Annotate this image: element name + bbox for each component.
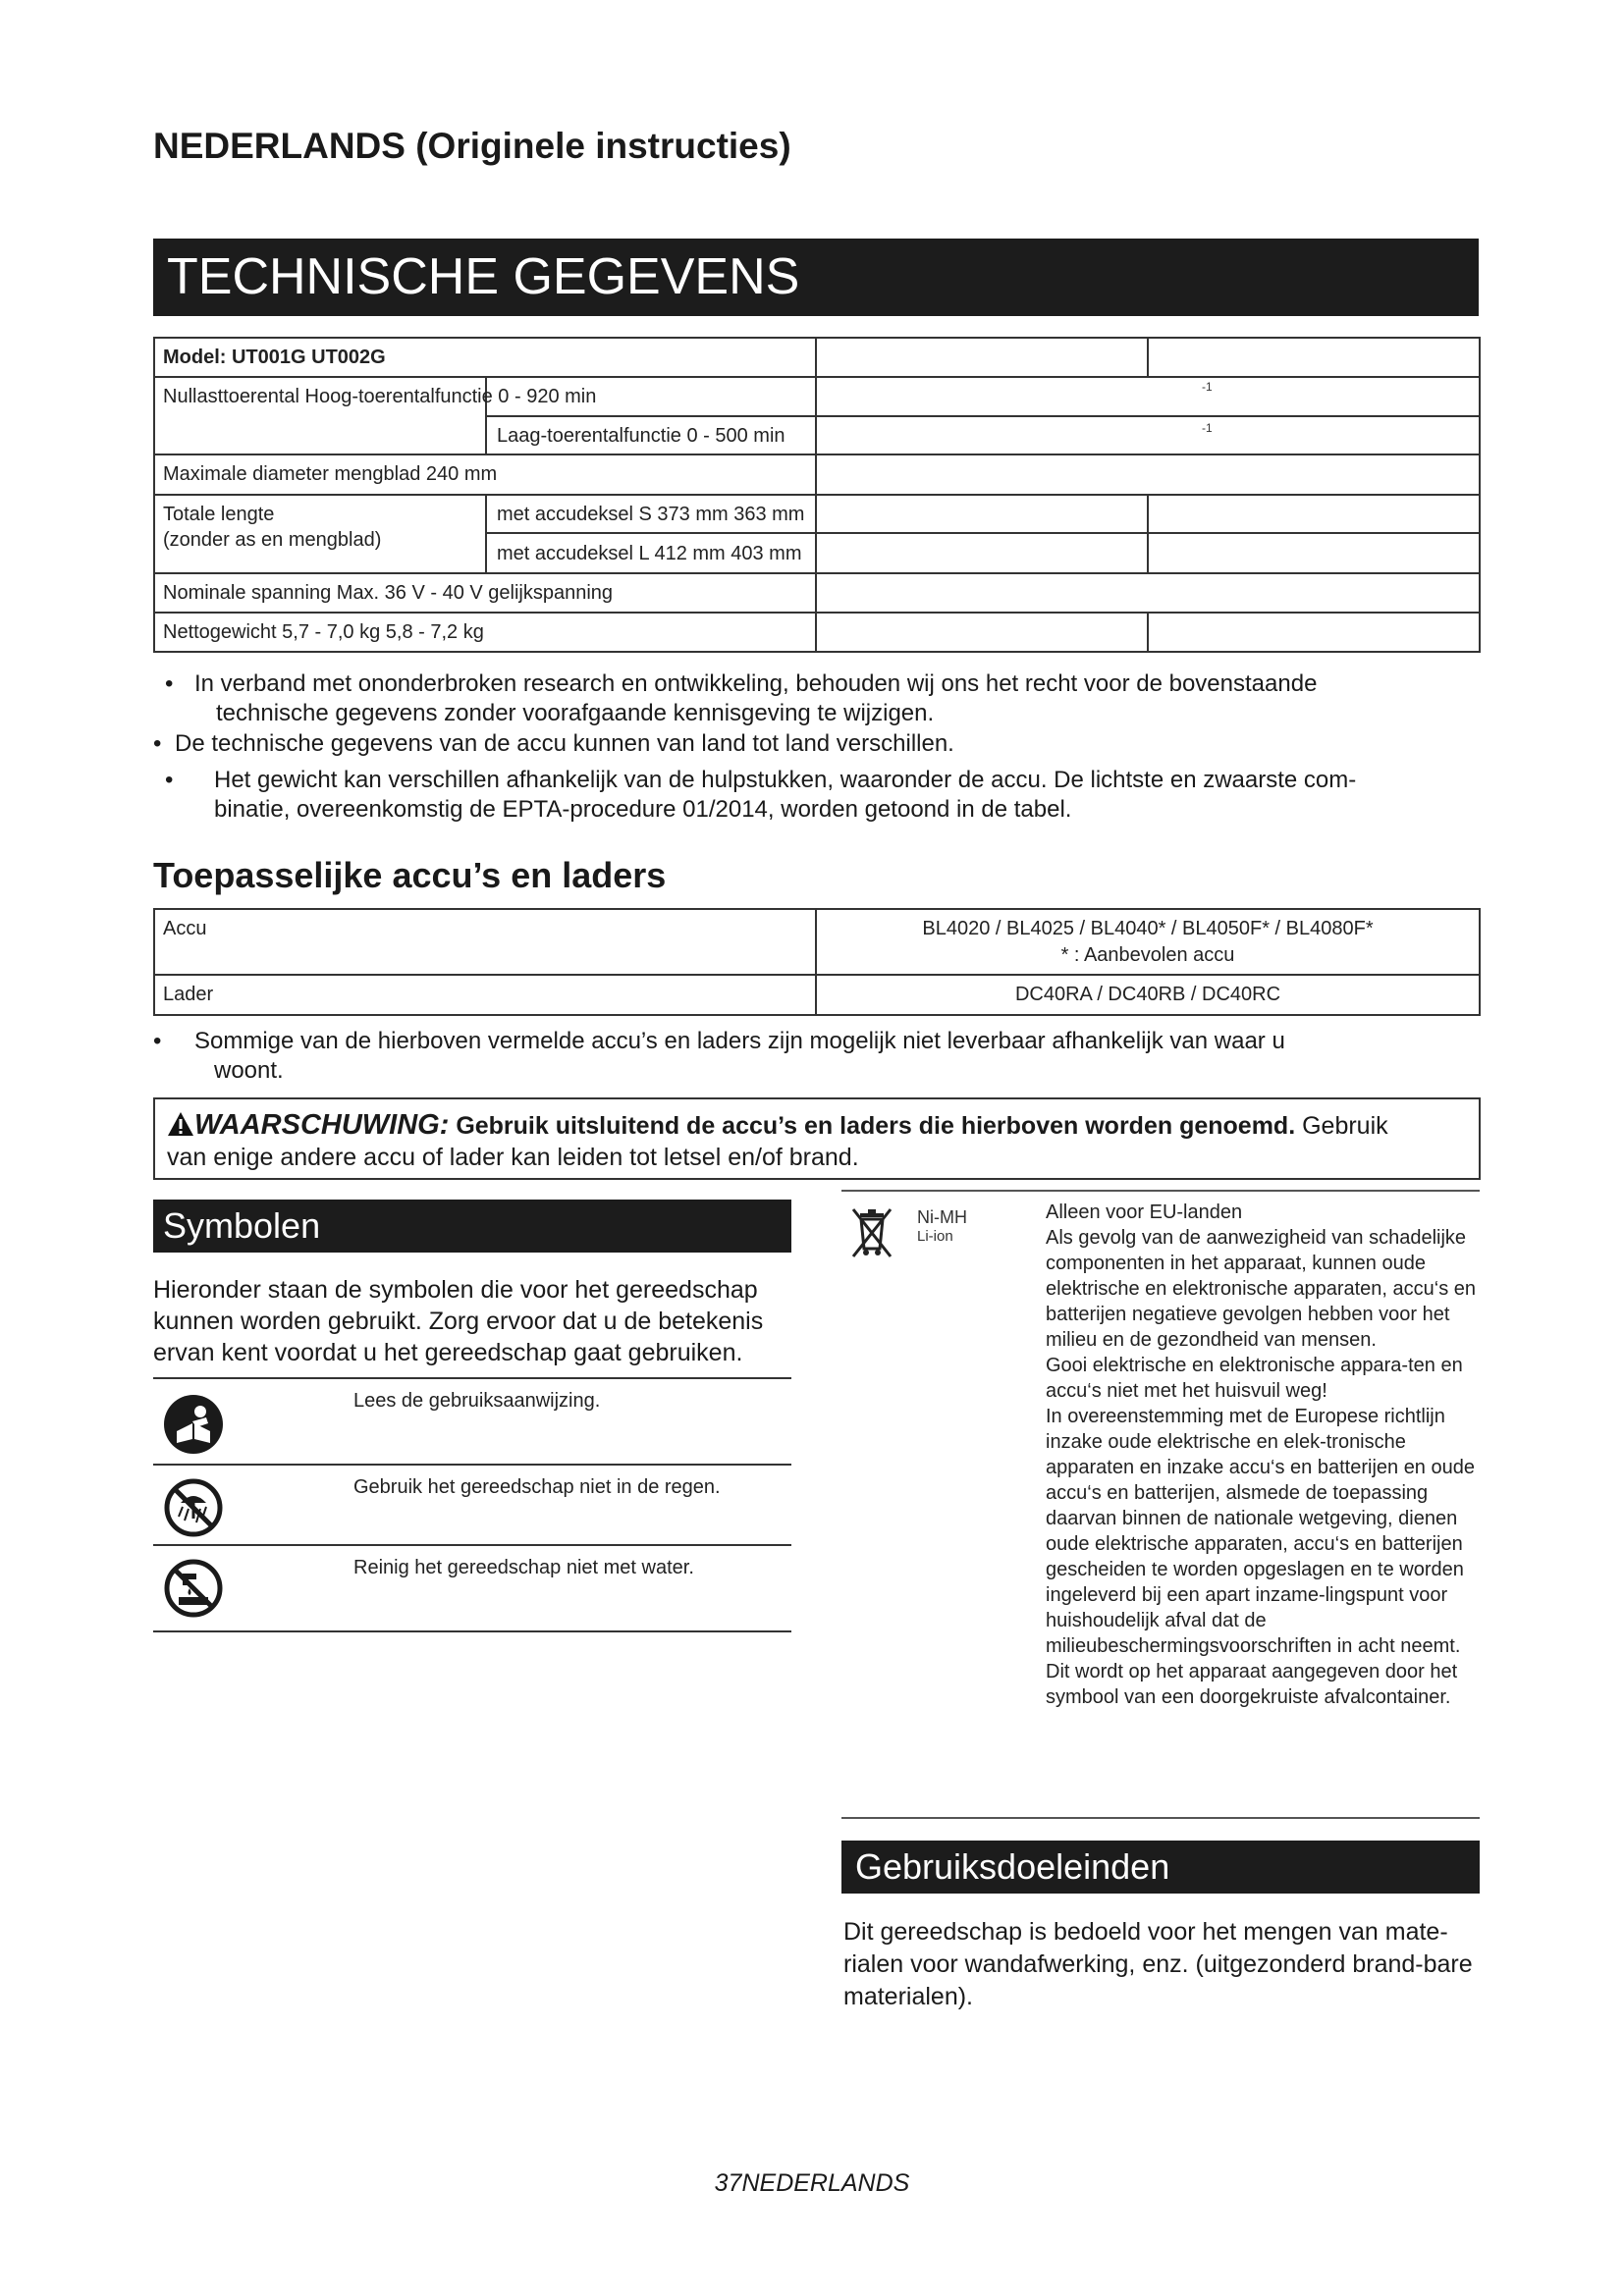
battery-type-liion: Li-ion (917, 1228, 953, 1245)
crossed-bin-icon (848, 1203, 895, 1260)
language-title: NEDERLANDS (Originele instructies) (153, 126, 791, 166)
warning-text-2: van enige andere accu of lader kan leiden tot letsel en/of brand. (167, 1144, 859, 1171)
tech-specs-banner: TECHNISCHE GEGEVENS (153, 239, 1479, 316)
model-label: Model: UT001G UT002G (163, 347, 386, 368)
intended-use-banner: Gebruiksdoeleinden (841, 1841, 1480, 1894)
noload-speed-low: Laag-toerentalfunctie 0 - 500 min (497, 425, 785, 447)
spec-table (153, 337, 1481, 653)
warning-triangle-icon (167, 1111, 194, 1137)
warning-strong-text: Gebruik uitsluitend de accu’s en laders die hierboven worden genoemd. (456, 1112, 1296, 1140)
symbols-banner: Symbolen (153, 1200, 791, 1253)
no-water-cleaning-icon (163, 1558, 224, 1619)
batteries-heading: Toepasselijke accu’s en laders (153, 855, 667, 895)
battery-models: BL4020 / BL4025 / BL4040* / BL4050F* / BL4080F* (922, 918, 1374, 939)
noload-speed-high: Nullasttoerental Hoog-toerentalfunctie 0 - 920 min (163, 386, 597, 407)
total-length-sublabel: (zonder as en mengblad) (163, 529, 382, 551)
warning-box (153, 1097, 1481, 1180)
unit-superscript-high: -1 (1202, 380, 1213, 394)
battery-type-nimh: Ni-MH (917, 1207, 967, 1227)
warning-text-1: Gebruik (1302, 1112, 1388, 1140)
symbol-text-read-manual: Lees de gebruiksaanwijzing. (353, 1390, 601, 1412)
recommended-battery-note: * : Aanbevolen accu (1060, 944, 1235, 966)
tech-note-1: • In verband met ononderbroken research en ontwikkeling, behouden wij ons het recht voor de bovenstaande technische gegevens zonder voorafgaande kennisgeving te wijzigen. (165, 670, 1318, 726)
rated-voltage: Nominale spanning Max. 36 V - 40 V gelijkspanning (163, 582, 614, 604)
eu-paragraph-no-household: Gooi elektrische en elektronische appara-ten en accu‘s niet met het huisvuil weg! (1046, 1355, 1463, 1402)
charger-label: Lader (163, 984, 214, 1005)
eu-paragraph-harmful: Als gevolg van de aanwezigheid van schadelijke componenten in het apparaat, kunnen oude elektrische en elektronische apparaten, accu‘s en batterijen negatieve gevolgen hebben voor het milieu en de gezondheid van mensen. (1046, 1227, 1477, 1351)
no-rain-icon (163, 1477, 224, 1538)
unit-superscript-low: -1 (1202, 421, 1213, 435)
max-diameter: Maximale diameter mengblad 240 mm (163, 463, 498, 485)
battery-availability-note: • Sommige van de hierboven vermelde accu’s en laders zijn mogelijk niet leverbaar afhankelijk van waar u woont. (153, 1028, 1285, 1084)
page-footer: 37NEDERLANDS (714, 2169, 910, 2197)
eu-paragraph-directive: In overeenstemming met de Europese richtlijn inzake oude elektrische en elek-tronische apparaten en inzake accu‘s en batterijen en oude accu‘s en batterijen, alsmede de toepassing daarvan binnen de nationale wetgeving, dienen oude elektrische apparaten, accu‘s en batterijen gescheiden te worden opgeslagen en te worden ingeleverd bij een apart inzame-lingspunt voor huishoudelijk afval dat de milieubeschermingsvoorschriften in acht neemt. (1046, 1406, 1475, 1657)
battery-label: Accu (163, 918, 207, 939)
eu-paragraph-symbol: Dit wordt op het apparaat aangegeven door het symbool van een doorgekruiste afvalcontainer. (1046, 1661, 1458, 1708)
symbols-intro: Hieronder staan de symbolen die voor het gereedschap kunnen worden gebruikt. Zorg ervoor dat u de betekenis ervan kent voordat u het gereedschap gaat gebruiken. (153, 1276, 764, 1366)
charger-models: DC40RA / DC40RB / DC40RC (1014, 984, 1281, 1005)
eu-disposal-text (1046, 1200, 1478, 1710)
symbol-text-no-water: Reinig het gereedschap niet met water. (353, 1557, 694, 1578)
read-manual-icon (163, 1394, 224, 1455)
symbol-text-no-rain: Gebruik het gereedschap niet in de regen. (353, 1476, 721, 1498)
length-cover-s: met accudeksel S 373 mm 363 mm (497, 504, 805, 525)
net-weight: Nettogewicht 5,7 - 7,0 kg 5,8 - 7,2 kg (163, 621, 484, 643)
length-cover-l: met accudeksel L 412 mm 403 mm (497, 543, 802, 564)
eu-only-heading: Alleen voor EU-landen (1046, 1201, 1243, 1223)
intended-use-text: Dit gereedschap is bedoeld voor het mengen van mate-rialen voor wandafwerking, enz. (uitgezonderd brand-bare materialen). (843, 1918, 1473, 2010)
tech-note-2: • De technische gegevens van de accu kunnen van land tot land verschillen. (153, 730, 954, 757)
tech-note-3: • Het gewicht kan verschillen afhankelijk van de hulpstukken, waaronder de accu. De lichtste en zwaarste com- binatie, overeenkomstig de EPTA-procedure 01/2014, worden getoond in de tabel. (165, 767, 1357, 823)
total-length-label: Totale lengte (163, 504, 275, 525)
warning-title: WAARSCHUWING: (194, 1109, 450, 1141)
battery-table (153, 908, 1481, 1016)
